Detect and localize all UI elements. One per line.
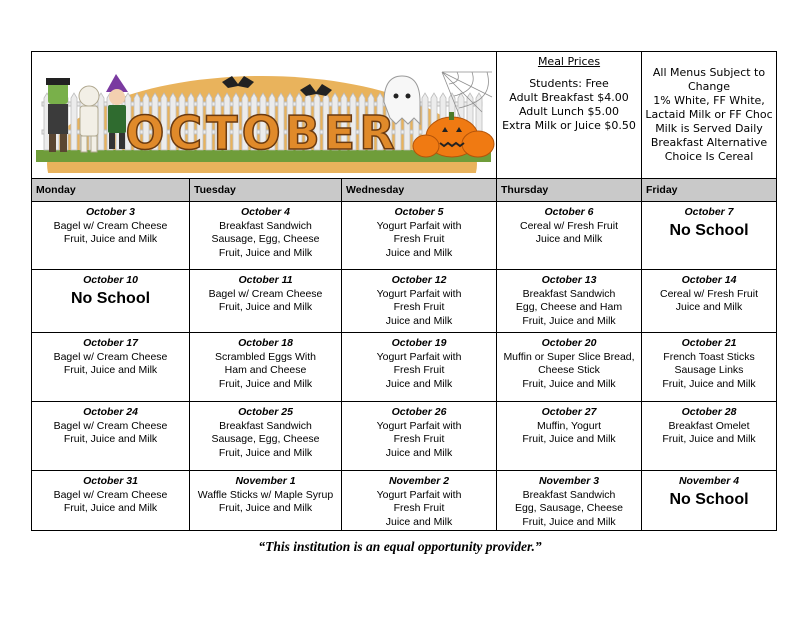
october-banner bbox=[32, 52, 497, 179]
menu-item: Fruit, Juice and Milk bbox=[218, 446, 313, 459]
price-line: Extra Milk or Juice $0.50 bbox=[502, 119, 636, 132]
day-date: October 4 bbox=[240, 206, 290, 218]
price-line: Adult Breakfast $4.00 bbox=[509, 91, 629, 104]
menu-item: Juice and Milk bbox=[385, 377, 453, 390]
day-date: November 1 bbox=[235, 475, 296, 487]
menu-item: Fruit, Juice and Milk bbox=[63, 233, 158, 245]
note-line: 1% White, FF White, bbox=[653, 94, 765, 107]
day-date: October 26 bbox=[391, 406, 447, 418]
day-date: October 6 bbox=[544, 206, 594, 218]
menu-item: Bagel w/ Cream Cheese bbox=[53, 350, 168, 363]
october-banner-art bbox=[32, 52, 496, 173]
menu-notes-panel bbox=[642, 52, 777, 179]
menu-item: Waffle Sticks w/ Maple Syrup bbox=[197, 488, 334, 501]
menu-item: French Toast Sticks bbox=[663, 350, 755, 363]
day-cell bbox=[342, 270, 497, 333]
menu-item: Yogurt Parfait with bbox=[376, 287, 462, 300]
menu-item: Fruit, Juice and Milk bbox=[522, 377, 616, 390]
menu-item: Juice and Milk bbox=[675, 301, 743, 313]
menu-item: Fruit, Juice and Milk bbox=[63, 433, 158, 445]
menu-calendar bbox=[31, 51, 777, 531]
menu-item: Yogurt Parfait with bbox=[376, 219, 462, 232]
day-date: October 31 bbox=[83, 475, 138, 487]
menu-item: Breakfast Sandwich bbox=[219, 219, 312, 232]
weekday-header-row bbox=[32, 179, 777, 202]
week-row bbox=[32, 471, 777, 531]
menu-item: Fresh Fruit bbox=[393, 364, 445, 376]
day-cell bbox=[190, 270, 342, 333]
week-row bbox=[32, 402, 777, 471]
day-cell bbox=[342, 402, 497, 471]
note-line: Lactaid Milk or FF Choc bbox=[645, 108, 773, 121]
day-header-tuesday: Tuesday bbox=[190, 179, 342, 202]
day-cell bbox=[32, 270, 190, 333]
no-school-notice: No School bbox=[669, 490, 749, 508]
day-cell bbox=[32, 471, 190, 531]
menu-item: Fruit, Juice and Milk bbox=[218, 502, 313, 514]
note-line: All Menus Subject to bbox=[652, 66, 766, 79]
day-cell bbox=[642, 270, 777, 333]
day-cell bbox=[342, 333, 497, 402]
menu-item: Fresh Fruit bbox=[393, 433, 445, 445]
day-date: October 21 bbox=[681, 337, 737, 349]
day-date: October 24 bbox=[83, 406, 138, 418]
day-cell bbox=[642, 402, 777, 471]
day-cell bbox=[342, 202, 497, 270]
fence-picket bbox=[71, 93, 77, 150]
day-cell bbox=[497, 402, 642, 471]
day-date: October 27 bbox=[541, 406, 597, 418]
fence-picket bbox=[98, 93, 104, 150]
menu-item: Fresh Fruit bbox=[393, 502, 445, 514]
day-date: October 5 bbox=[394, 206, 444, 218]
menu-item: Ham and Cheese bbox=[224, 364, 307, 376]
meal-prices-panel bbox=[497, 52, 642, 179]
day-cell bbox=[497, 202, 642, 270]
menu-item: Yogurt Parfait with bbox=[376, 488, 462, 501]
menu-item: Juice and Milk bbox=[385, 246, 453, 259]
day-date: October 17 bbox=[83, 337, 138, 349]
menu-item: Bagel w/ Cream Cheese bbox=[53, 219, 168, 232]
note-line: Choice Is Cereal bbox=[664, 150, 754, 163]
day-cell bbox=[190, 333, 342, 402]
day-cell bbox=[32, 402, 190, 471]
menu-item: Cereal w/ Fresh Fruit bbox=[519, 219, 619, 232]
menu-item: Egg, Sausage, Cheese bbox=[515, 502, 623, 514]
menu-item: Breakfast Sandwich bbox=[522, 287, 616, 300]
day-cell bbox=[497, 270, 642, 333]
day-date: November 3 bbox=[538, 475, 600, 487]
day-cell bbox=[190, 471, 342, 531]
day-date: October 28 bbox=[681, 406, 737, 418]
day-date: October 25 bbox=[238, 406, 293, 418]
day-date: October 19 bbox=[391, 337, 447, 349]
menu-item: Egg, Cheese and Ham bbox=[515, 301, 623, 313]
meal-prices-title: Meal Prices bbox=[537, 55, 601, 68]
equal-opportunity-statement: “This institution is an equal opportunity provider.” bbox=[258, 539, 542, 554]
day-header-friday: Friday bbox=[642, 179, 777, 202]
menu-item: Fruit, Juice and Milk bbox=[522, 314, 616, 327]
day-date: October 11 bbox=[238, 274, 293, 286]
day-header-wednesday: Wednesday bbox=[342, 179, 497, 202]
menu-item: Fruit, Juice and Milk bbox=[218, 377, 313, 390]
menu-item: Fruit, Juice and Milk bbox=[63, 502, 158, 514]
menu-item: Fresh Fruit bbox=[393, 233, 445, 245]
menu-item: Juice and Milk bbox=[385, 446, 453, 459]
day-date: October 20 bbox=[541, 337, 597, 349]
day-header-monday: Monday bbox=[32, 179, 190, 202]
day-header-thursday: Thursday bbox=[497, 179, 642, 202]
menu-item: Yogurt Parfait with bbox=[376, 419, 462, 432]
day-date: October 13 bbox=[541, 274, 597, 286]
day-date: October 12 bbox=[391, 274, 447, 286]
menu-item: Breakfast Sandwich bbox=[522, 488, 616, 501]
menu-item: Sausage, Egg, Cheese bbox=[211, 433, 320, 445]
menu-item: Fruit, Juice and Milk bbox=[662, 433, 756, 445]
day-date: October 10 bbox=[83, 274, 138, 286]
day-date: October 14 bbox=[681, 274, 737, 286]
day-cell bbox=[642, 333, 777, 402]
week-row bbox=[32, 333, 777, 402]
price-line: Students: Free bbox=[529, 77, 609, 90]
menu-item: Juice and Milk bbox=[385, 314, 453, 327]
day-cell bbox=[497, 471, 642, 531]
day-date: October 3 bbox=[85, 206, 135, 218]
day-cell bbox=[497, 333, 642, 402]
banner-title: OCTOBER bbox=[125, 106, 399, 160]
menu-item: Cereal w/ Fresh Fruit bbox=[659, 287, 759, 300]
day-cell bbox=[642, 471, 777, 531]
day-date: November 4 bbox=[678, 475, 740, 487]
note-line: Milk is Served Daily bbox=[655, 122, 763, 135]
menu-item: Bagel w/ Cream Cheese bbox=[208, 287, 323, 300]
note-line: Breakfast Alternative bbox=[650, 136, 768, 149]
day-cell bbox=[32, 333, 190, 402]
menu-item: Breakfast Omelet bbox=[668, 419, 750, 432]
day-cell bbox=[190, 202, 342, 270]
week-row bbox=[32, 270, 777, 333]
no-school-notice: No School bbox=[669, 221, 749, 239]
menu-item: Yogurt Parfait with bbox=[376, 350, 462, 363]
day-cell bbox=[32, 202, 190, 270]
no-school-notice: No School bbox=[70, 289, 151, 307]
menu-item: Fruit, Juice and Milk bbox=[662, 377, 756, 390]
menu-item: Muffin, Yogurt bbox=[536, 419, 602, 432]
note-line: Change bbox=[687, 80, 731, 93]
menu-item: Sausage, Egg, Cheese bbox=[211, 233, 320, 245]
week-row bbox=[32, 202, 777, 270]
menu-item: Sausage Links bbox=[674, 364, 744, 376]
day-cell bbox=[642, 202, 777, 270]
day-cell bbox=[190, 402, 342, 471]
day-date: October 7 bbox=[684, 206, 734, 218]
menu-item: Juice and Milk bbox=[535, 233, 603, 245]
day-cell bbox=[342, 471, 497, 531]
menu-item: Cheese Stick bbox=[538, 364, 600, 376]
menu-item: Fruit, Juice and Milk bbox=[522, 433, 616, 445]
menu-item: Fruit, Juice and Milk bbox=[63, 364, 158, 376]
day-date: October 18 bbox=[238, 337, 293, 349]
menu-item: Bagel w/ Cream Cheese bbox=[53, 488, 168, 501]
menu-item: Fruit, Juice and Milk bbox=[218, 246, 313, 259]
menu-item: Fresh Fruit bbox=[393, 301, 445, 313]
menu-item: Fruit, Juice and Milk bbox=[218, 301, 313, 313]
menu-item: Muffin or Super Slice Bread, bbox=[503, 350, 635, 363]
menu-item: Juice and Milk bbox=[385, 515, 453, 528]
day-date: November 2 bbox=[388, 475, 450, 487]
menu-item: Breakfast Sandwich bbox=[219, 419, 312, 432]
menu-item: Bagel w/ Cream Cheese bbox=[53, 419, 168, 432]
price-line: Adult Lunch $5.00 bbox=[518, 105, 620, 118]
menu-item: Scrambled Eggs With bbox=[215, 350, 316, 363]
menu-item: Fruit, Juice and Milk bbox=[522, 515, 616, 528]
